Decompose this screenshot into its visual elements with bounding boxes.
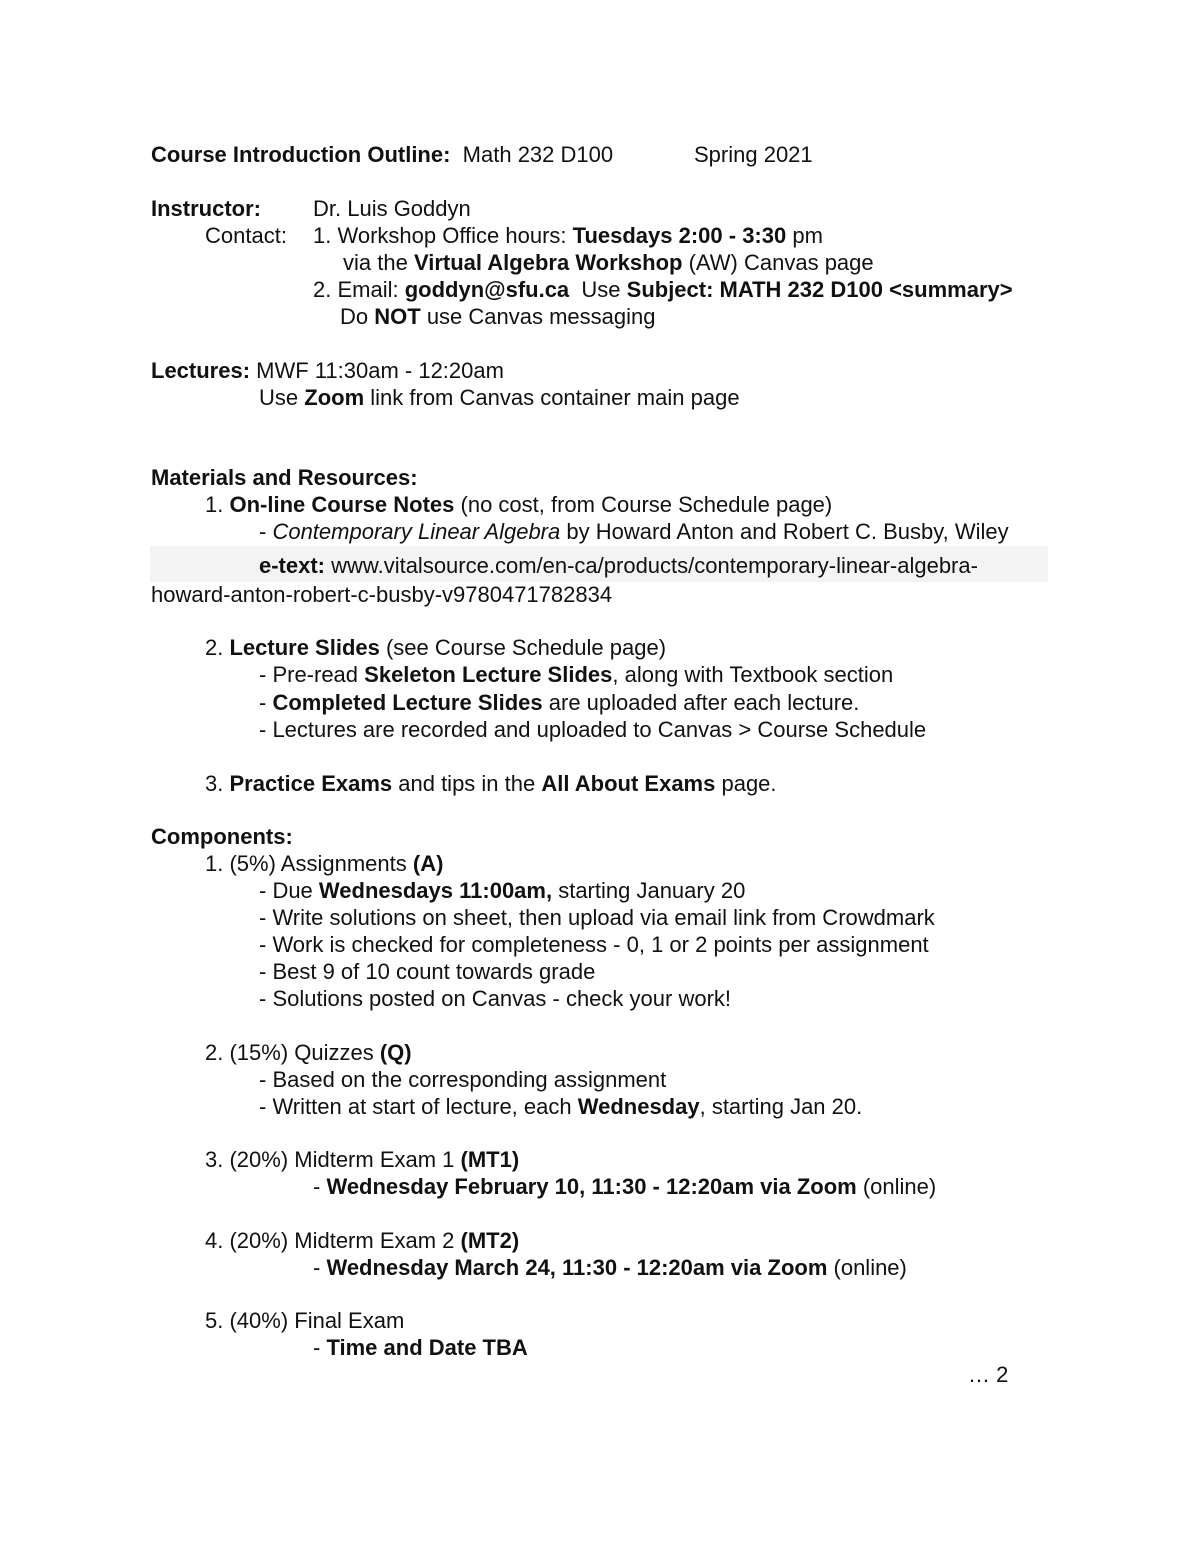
contact-label: Contact: (205, 223, 287, 248)
zoom-note: Use Zoom link from Canvas container main page (259, 385, 740, 410)
office-hours: 1. Workshop Office hours: Tuesdays 2:00 - 3:30 pm (313, 223, 823, 248)
instructor-name: Dr. Luis Goddyn (313, 196, 471, 221)
materials-heading: Materials and Resources: (151, 465, 418, 490)
quizzes-bullet-1: - Based on the corresponding assignment (259, 1067, 667, 1092)
email-link[interactable]: goddyn@sfu.ca (404, 277, 570, 302)
assignments-bullet-3: - Work is checked for completeness - 0, 1 or 2 points per assignment (259, 932, 929, 957)
component-quizzes: 2. (15%) Quizzes (Q) (205, 1040, 412, 1065)
email-line: 2. Email: goddyn@sfu.ca Use Subject: MATH 232 D100 <summary> (313, 277, 1013, 302)
slides-bullet-3: - Lectures are recorded and uploaded to Canvas > Course Schedule (259, 717, 927, 742)
lectures-line: Lectures: MWF 11:30am - 12:20am (151, 358, 504, 383)
slides-bullet-1: - Pre-read Skeleton Lecture Slides, along with Textbook section (259, 662, 894, 687)
office-hours-location: via the Virtual Algebra Workshop (AW) Canvas page (343, 250, 874, 275)
materials-item-2: 2. Lecture Slides (see Course Schedule page) (205, 635, 667, 660)
component-assignments: 1. (5%) Assignments (A) (205, 851, 444, 876)
midterm-2-date: - Wednesday March 24, 11:30 - 12:20am via Zoom (online) (313, 1255, 907, 1280)
etext-line: e-text: www.vitalsource.com/en-ca/products/contemporary-linear-algebra- (259, 553, 978, 578)
page-continuation-marker: … 2 (968, 1362, 1009, 1387)
assignments-bullet-5: - Solutions posted on Canvas - check your work! (259, 986, 732, 1011)
components-heading: Components: (151, 824, 293, 849)
title-label: Course Introduction Outline: (151, 142, 451, 167)
assignments-bullet-2: - Write solutions on sheet, then upload via email link from Crowdmark (259, 905, 935, 930)
assignments-bullet-1: - Due Wednesdays 11:00am, starting January 20 (259, 878, 746, 903)
messaging-note: Do NOT use Canvas messaging (340, 304, 656, 329)
quizzes-bullet-2: - Written at start of lecture, each Wednesday, starting Jan 20. (259, 1094, 863, 1119)
materials-item-3: 3. Practice Exams and tips in the All About Exams page. (205, 771, 777, 796)
etext-url[interactable]: www.vitalsource.com/en-ca/products/contemporary-linear-algebra- (325, 553, 978, 578)
midterm-1-date: - Wednesday February 10, 11:30 - 12:20am via Zoom (online) (313, 1174, 937, 1199)
assignments-bullet-4: - Best 9 of 10 count towards grade (259, 959, 596, 984)
slides-bullet-2: - Completed Lecture Slides are uploaded after each lecture. (259, 690, 860, 715)
term: Spring 2021 (694, 142, 813, 167)
final-exam-date: - Time and Date TBA (313, 1335, 528, 1360)
document-title (151, 141, 613, 168)
etext-url-cont[interactable]: howard-anton-robert-c-busby-v9780471782834 (151, 582, 613, 607)
course-code: Math 232 D100 (462, 142, 614, 167)
component-final-exam: 5. (40%) Final Exam (205, 1308, 405, 1333)
component-midterm-1: 3. (20%) Midterm Exam 1 (MT1) (205, 1147, 520, 1172)
materials-item-1: 1. On-line Course Notes (no cost, from Course Schedule page) (205, 492, 833, 517)
textbook-line: - Contemporary Linear Algebra by Howard Anton and Robert C. Busby, Wiley (259, 519, 1009, 544)
instructor-label: Instructor: (151, 196, 261, 221)
component-midterm-2: 4. (20%) Midterm Exam 2 (MT2) (205, 1228, 520, 1253)
